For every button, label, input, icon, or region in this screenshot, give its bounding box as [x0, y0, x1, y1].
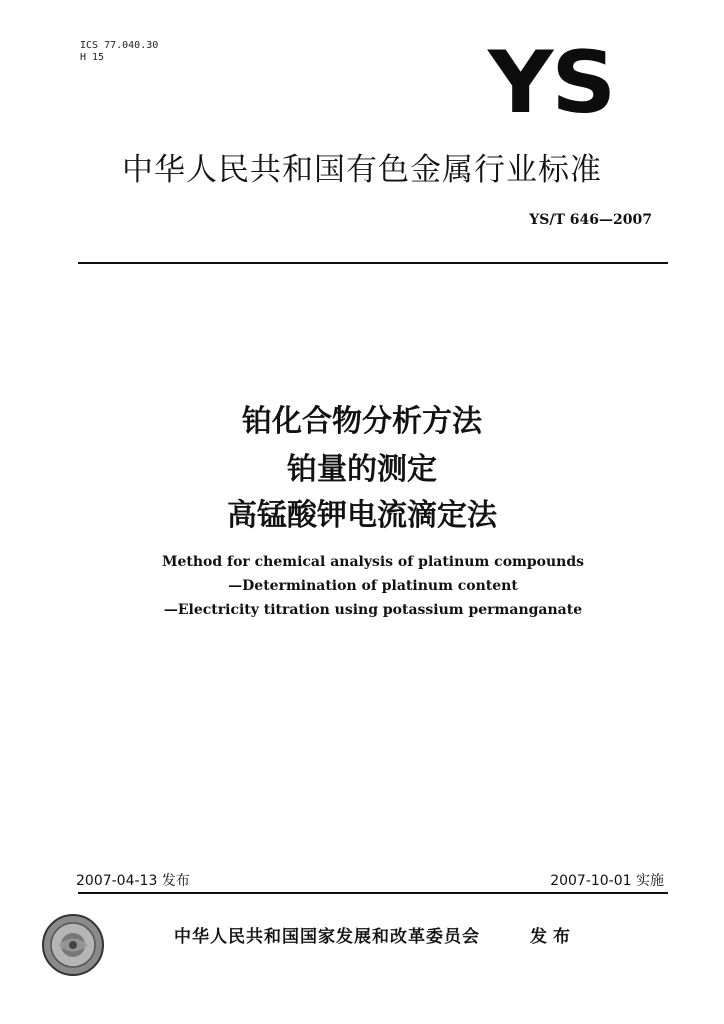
cn-title-line2: 铂量的测定: [287, 452, 437, 487]
issue-label: 发布: [530, 927, 576, 947]
standard-title: 中华人民共和国有色金属行业标准: [122, 152, 602, 188]
top-divider: [78, 262, 668, 264]
ys-logo: YS: [488, 33, 615, 133]
classification-code: H 15: [80, 52, 105, 63]
issuing-authority: 中华人民共和国国家发展和改革委员会: [174, 927, 480, 947]
ics-code: ICS 77.040.30: [80, 40, 159, 51]
publish-date: 2007-04-13 发布: [76, 873, 190, 889]
standard-code: YS/T 646—2007: [529, 212, 652, 228]
cn-title-line3: 高锰酸钾电流滴定法: [227, 498, 497, 533]
en-title-line1: Method for chemical analysis of platinum compounds: [162, 554, 584, 570]
implement-date: 2007-10-01 实施: [550, 873, 664, 889]
en-title-line3: —Electricity titration using potassium permanganate: [163, 602, 583, 618]
bottom-divider: [78, 892, 668, 894]
en-title-line2: —Determination of platinum content: [228, 578, 518, 594]
ics-block: [80, 40, 158, 64]
official-seal-icon: [40, 912, 106, 978]
cn-title-line1: 铂化合物分析方法: [242, 404, 482, 439]
